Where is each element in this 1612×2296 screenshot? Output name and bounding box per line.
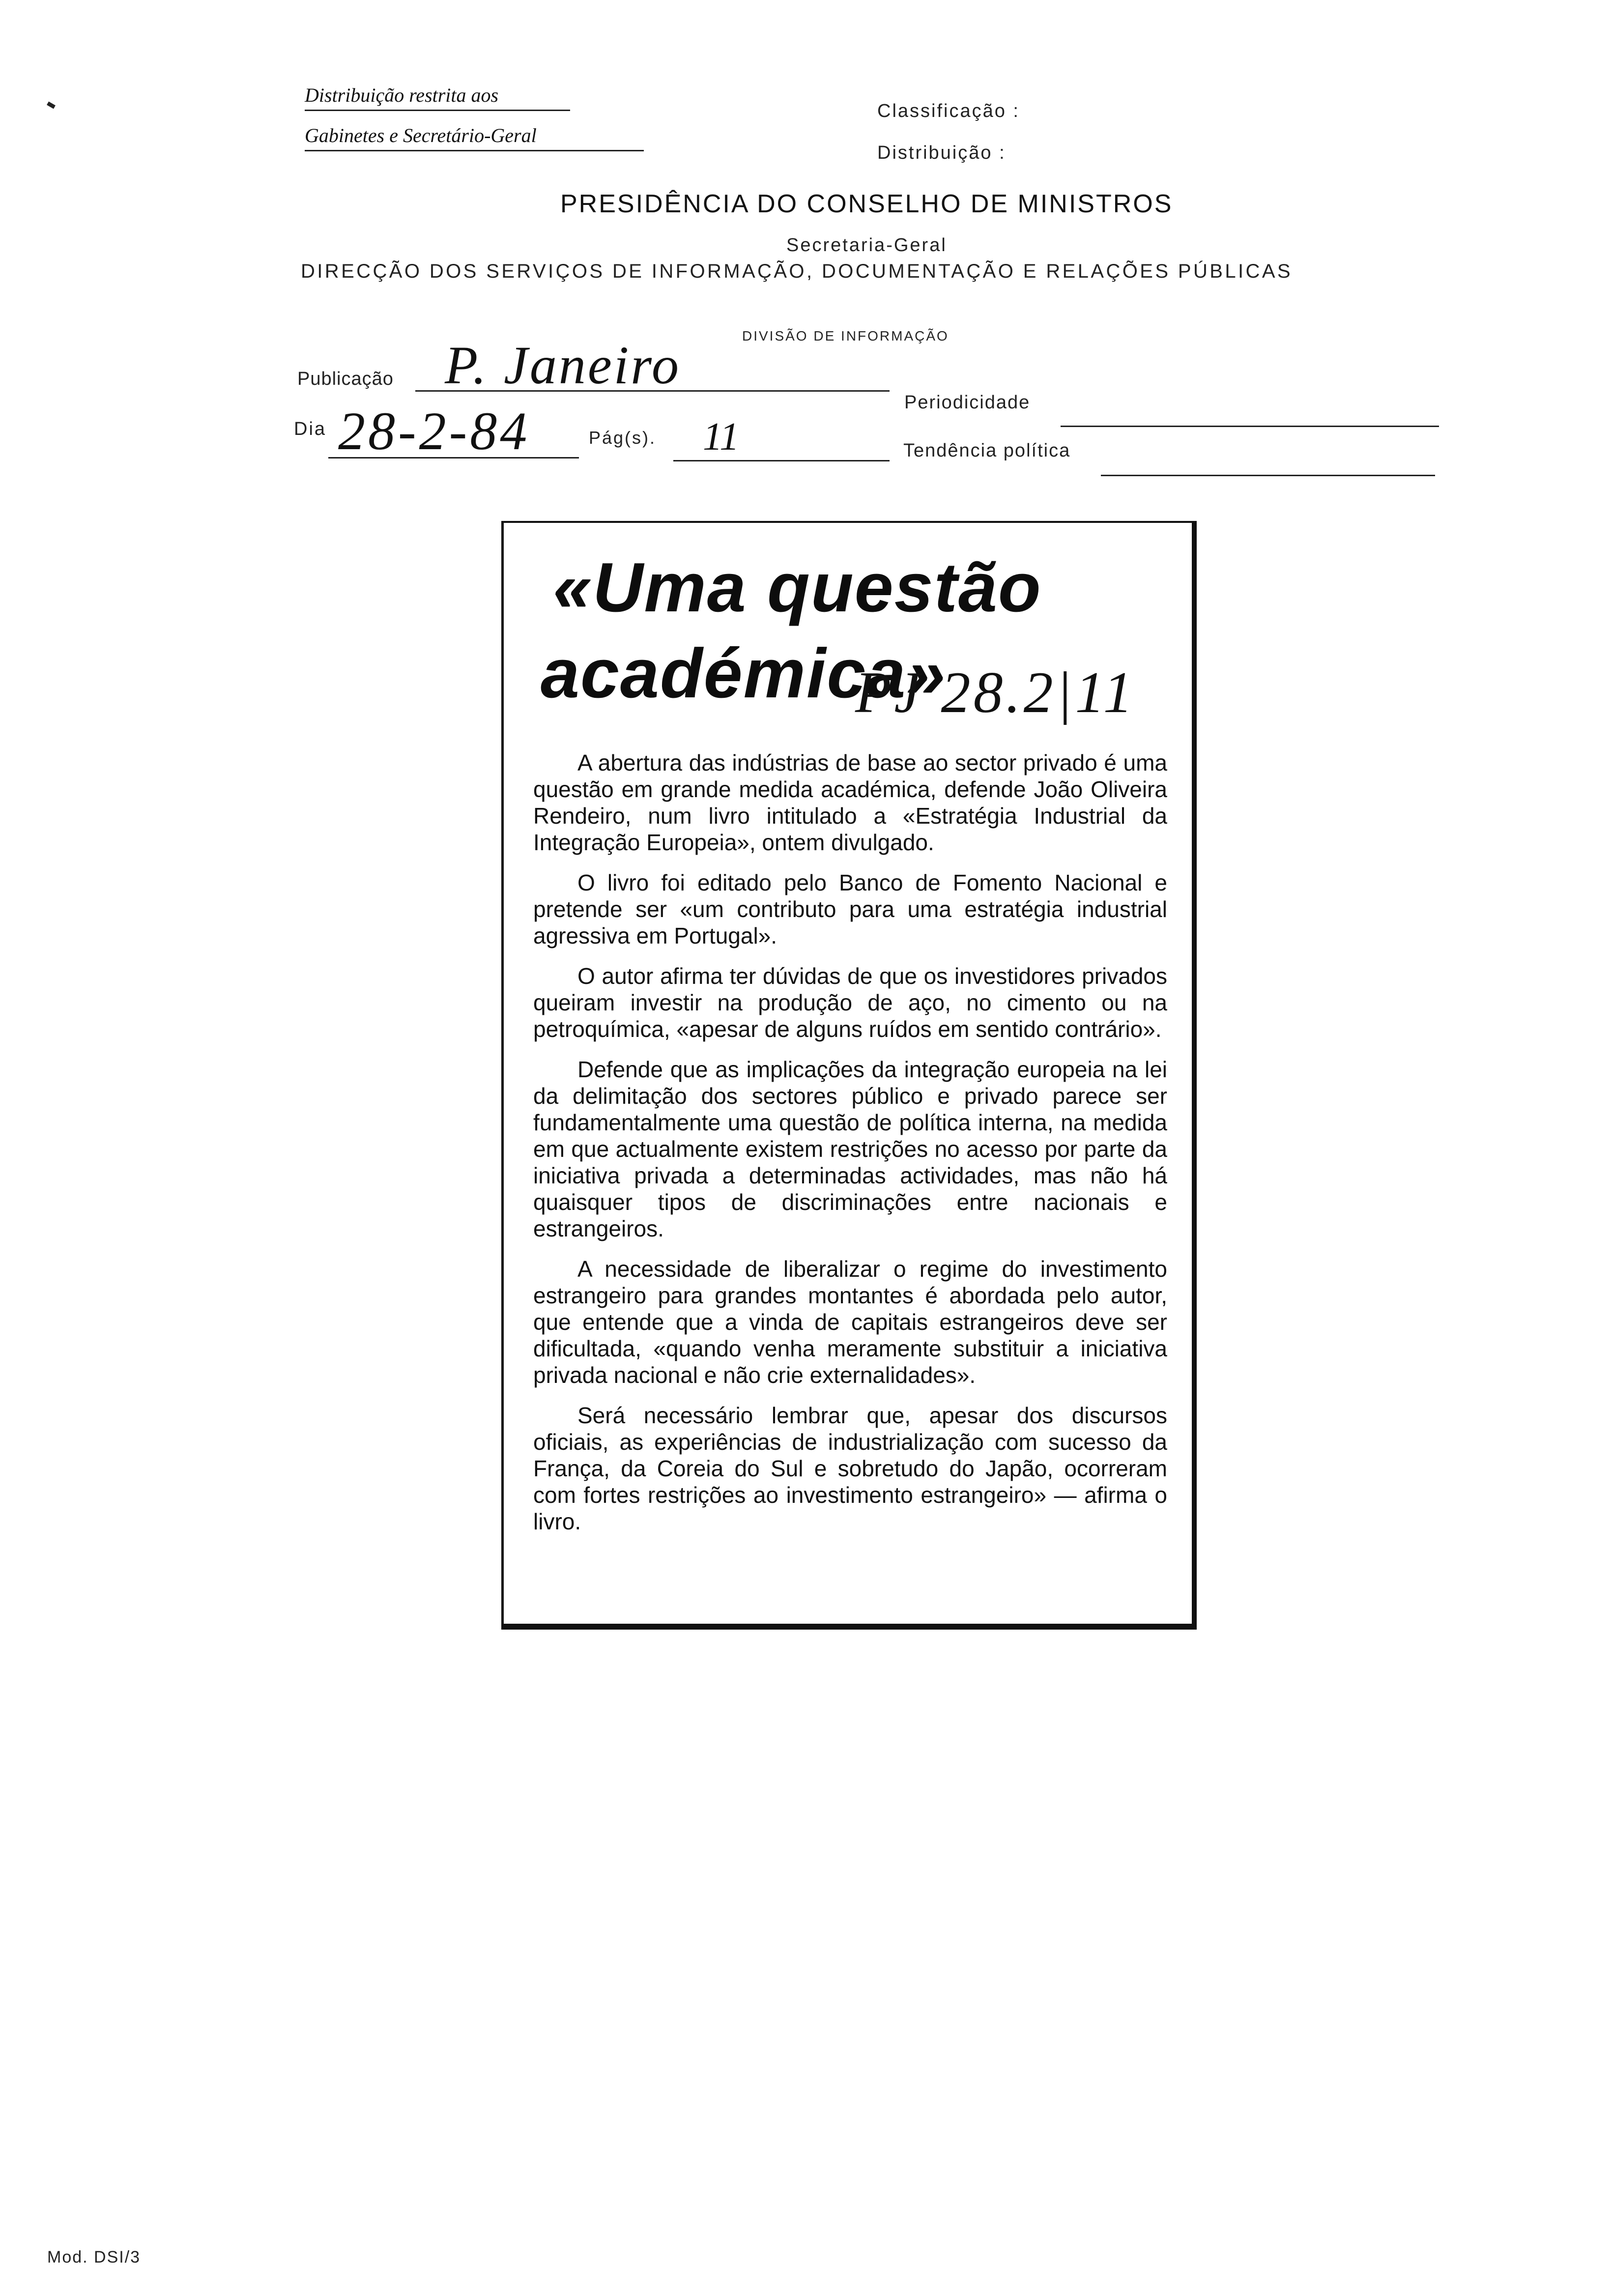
dia-label: Dia [294,419,327,439]
stray-mark [47,102,56,109]
article-paragraph-1: A abertura das indústrias de base ao sector privado é uma questão em grande medida académica, defende João Oliveira Rendeiro, num livro intitulado a «Estratégia Industrial da Integração Europeia», ontem divulgado. [533,750,1167,855]
handwritten-reference: PJ 28.2|11 [855,660,1136,725]
tendencia-label: Tendência política [903,440,1071,461]
tendencia-field [1101,437,1435,476]
pags-value: 11 [703,415,740,459]
pags-field [673,413,890,461]
article-paragraph-2: O livro foi editado pelo Banco de Fomento Nacional e pretende ser «um contributo para uma estratégia industrial agressiva em Portugal». [533,870,1167,948]
dia-field [328,403,579,459]
article-paragraph-5: A necessidade de liberalizar o regime do investimento estrangeiro para grandes montantes é abordada pelo autor, que entende que a vinda de capitais estrangeiros deve ser dificultada, «quando venha meramente substituir a iniciativa privada nacional e não crie externalidades». [533,1256,1167,1388]
article-body [533,749,1167,1549]
page-title: PRESIDÊNCIA DO CONSELHO DE MINISTROS [560,190,1173,218]
article-paragraph-4: Defende que as implicações da integração europeia na lei da delimitação dos sectores público e privado parece ser fundamentalmente uma questão de política interna, na medida em que actualmente existem restrições no acesso por parte da iniciativa privada a determinadas actividades, mas não há quaisquer tipos de discriminações entre nacionais e estrangeiros. [533,1057,1167,1241]
publicacao-value: P. Janeiro [445,335,681,395]
secretaria-geral: Secretaria-Geral [786,235,947,256]
article-paragraph-6: Será necessário lembrar que, apesar dos discursos oficiais, as experiências de industrialização com sucesso da França, da Coreia do Sul e sobretudo do Japão, ocorreram com fortes restrições ao investimento estrangeiro» — afirma o livro. [533,1403,1167,1534]
classificacao-label: Classificação : [877,101,1020,121]
dia-value: 28-2-84 [338,401,530,461]
periodicidade-label: Periodicidade [904,392,1031,413]
pags-label: Pág(s). [589,428,657,448]
headline-line2: académica» [541,634,947,713]
publicacao-field [415,335,890,395]
headline-line1: «Uma questão [553,548,1042,627]
periodicidade-field [1061,388,1439,427]
distribution-note [305,84,649,151]
model-code: Mod. DSI/3 [47,2248,141,2267]
distribuicao-label: Distribuição : [877,143,1006,163]
article-paragraph-3: O autor afirma ter dúvidas de que os investidores privados queiram investir na produção de aço, no cimento ou na petroquímica, «apesar de alguns ruídos em sentido contrário». [533,963,1167,1042]
divisao-line: DIVISÃO DE INFORMAÇÃO [742,328,949,344]
direccao-line: DIRECÇÃO DOS SERVIÇOS DE INFORMAÇÃO, DOCUMENTAÇÃO E RELAÇÕES PÚBLICAS [301,260,1293,282]
publicacao-label: Publicação [297,369,394,389]
distribution-note-line1: Distribuição restrita aos [305,84,570,111]
distribution-note-line2: Gabinetes e Secretário-Geral [305,124,644,151]
